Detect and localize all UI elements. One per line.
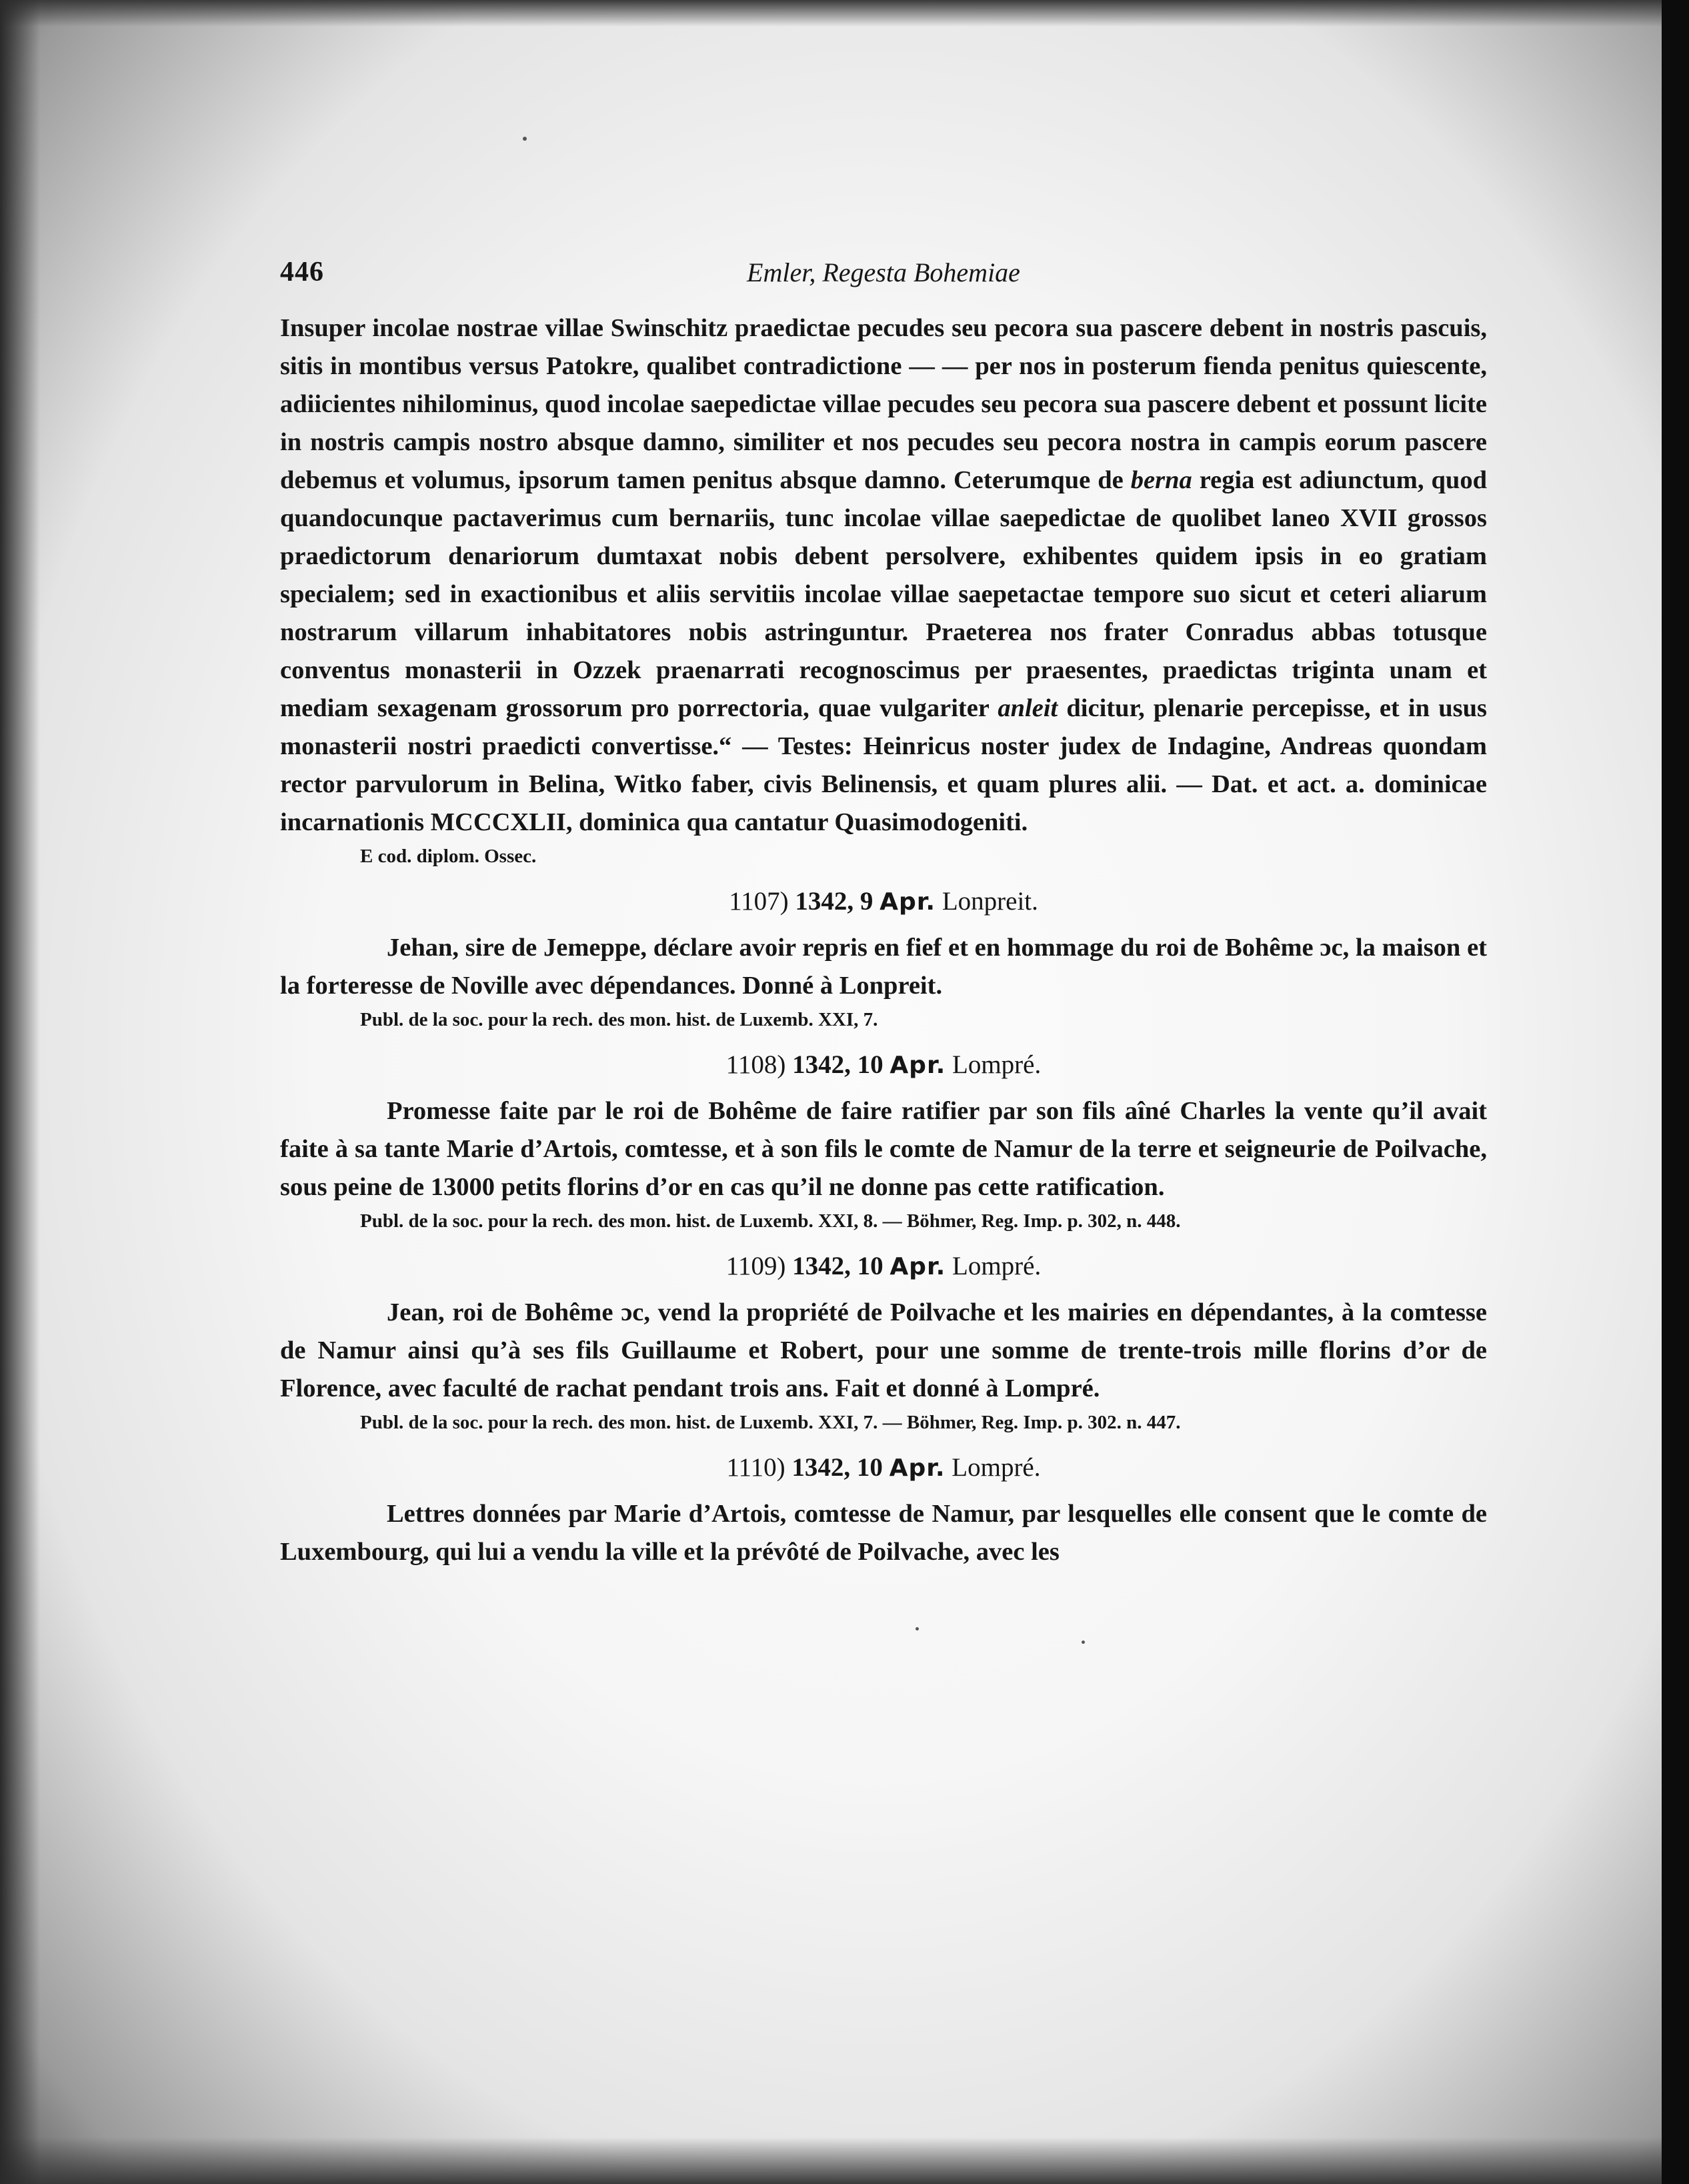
entry-heading [280,1246,1487,1287]
page-header [280,253,1487,295]
entry-heading [280,1045,1487,1086]
entry-source: Publ. de la soc. pour la rech. des mon. hist. de Luxemb. XXI, 7. — Böhmer, Reg. Imp. p. 302. n. 447. [360,1412,1181,1433]
entry-number: 1107) [729,887,789,916]
entry-number: 1108) [725,1050,786,1079]
entry-date: 1342, 10 [792,1252,884,1280]
entry-number: 1109) [725,1252,786,1280]
entry-text: Jean, roi de Bohême ɔc, vend la propriété de Poilvache et les mairies en dépendantes, à la comtesse de Namur ainsi qu’à ses fils Guillaume et Robert, pour une somme de trente-trois mille florins d’or de Florence, avec faculté de rachat pendant trois ans. Fait et donné à Lompré. [280,1298,1487,1402]
page-number: 446 [280,257,324,287]
entry-place: Lonpreit. [942,887,1038,916]
entry-heading [280,882,1487,922]
scan-edge-top [0,0,1689,27]
entry-month: Apr. [890,1253,946,1280]
entry-month: Apr. [880,888,936,916]
entry-text: Promesse faite par le roi de Bohême de faire ratifier par son fils aîné Charles la vente qu’il avait faite à sa tante Marie d’Artois, comtesse, et à son fils le comte de Namur de la terre et seigneurie de Poilvache, sous peine de 13000 petits florins d’or en cas qu’il ne donne pas cette ratification. [280,1097,1487,1201]
scan-edge-bottom [0,2137,1689,2184]
entry-month: Apr. [890,1052,946,1079]
scan-edge-left [0,0,40,2184]
page-content [280,253,1487,1571]
intro-paragraph [280,309,1487,842]
entry-source: Publ. de la soc. pour la rech. des mon. hist. de Luxemb. XXI, 8. — Böhmer, Reg. Imp. p. 302, n. 448. [360,1210,1181,1232]
entry-month: Apr. [889,1454,946,1482]
entry-date: 1342, 10 [791,1453,883,1482]
intro-italic-term-anleit: anleit [998,694,1058,722]
running-title: Emler, Regesta Bohemiae [747,257,1020,287]
entry-source: Publ. de la soc. pour la rech. des mon. hist. de Luxemb. XXI, 7. [360,1009,878,1030]
entry-place: Lompré. [952,1050,1042,1079]
intro-text-part2: regia est adiunctum, quod quandocunque pactaverimus cum bernariis, tunc incolae villae saepedictae de quolibet laneo XVII grossos praedictorum denariorum dumtaxat nobis debent persolvere, exhibentes quidem ipsis in eo gratiam specialem; sed in exactionibus et aliis servitiis incolae villae saepetactae tempore suo sicut et ceteri aliarum nostrarum villarum inhabitatores nobis astringuntur. Praeterea nos frater Conradus abbas totusque conventus monasterii in Ozzek praenarrati recognoscimus per praesentes, praedictas triginta unam et mediam sexagenam grossorum pro porrectoria, quae vulgariter [280,466,1487,722]
entry-heading [280,1448,1487,1488]
entry-number: 1110) [726,1453,785,1482]
entry-date: 1342, 10 [792,1050,884,1079]
entry-date: 1342, 9 [795,887,874,916]
scan-edge-right [1662,0,1689,2184]
intro-text-part1: Insuper incolae nostrae villae Swinschitz praedictae pecudes seu pecora sua pascere debent in nostris pascuis, sitis in montibus versus Patokre, qualibet contradictione — — per nos in posterum fienda penitus quiescente, adiicientes nihilominus, quod incolae saepedictae villae pecudes seu pecora sua pascere debent et possunt licite in nostris campis nostro absque damno, similiter et nos pecudes seu pecora nostra in campis eorum pascere debemus et volumus, ipsorum tamen penitus absque damno. Ceterumque de [280,314,1487,494]
entry-text: Jehan, sire de Jemeppe, déclare avoir repris en fief et en hommage du roi de Bohême ɔc, la maison et la forteresse de Noville avec dépendances. Donné à Lonpreit. [280,934,1487,1000]
intro-source: E cod. diplom. Ossec. [360,846,537,867]
dust-speck [1082,1641,1085,1644]
entry-place: Lompré. [952,1453,1041,1482]
entry-place: Lompré. [952,1252,1042,1280]
dust-speck [916,1627,919,1630]
intro-italic-term-berna: berna [1130,466,1192,494]
entry-text: Lettres données par Marie d’Artois, comtesse de Namur, par lesquelles elle consent que le comte de Luxembourg, qui lui a vendu la ville et la prévôté de Poilvache, avec les [280,1500,1487,1566]
intro-text-part3: dicitur, plenarie percepisse, et in usus monasterii nostri praedicti convertisse.“ — Testes: Heinricus noster judex de Indagine, Andreas quondam rector parvulorum in Belina, Witko faber, civis Belinensis, et quam plures alii. — Dat. et act. a. dominicae incarnationis MCCCXLII, dominica qua cantatur Quasimodogeniti. [280,694,1487,836]
dust-speck [523,137,527,141]
